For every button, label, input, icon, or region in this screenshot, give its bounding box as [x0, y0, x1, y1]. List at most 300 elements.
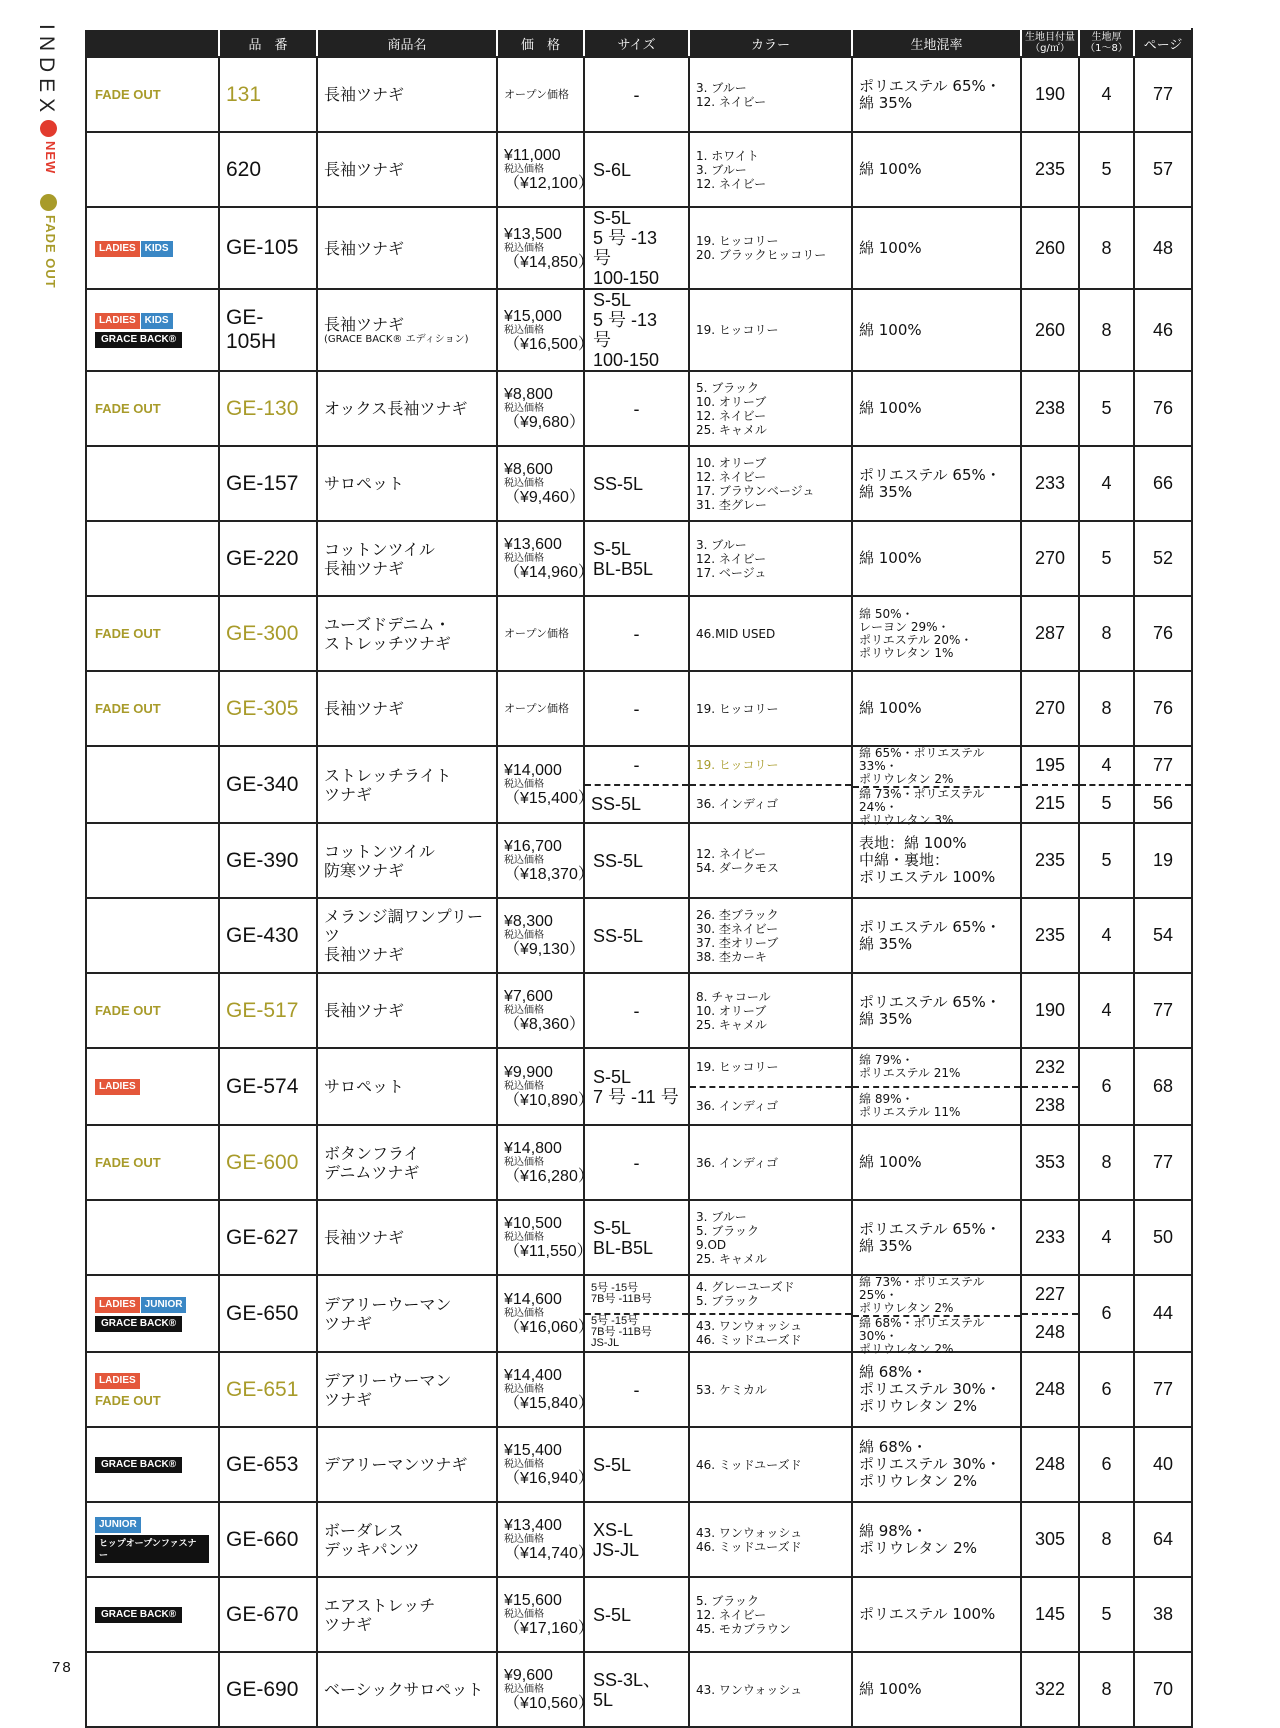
- header-mark: [86, 29, 219, 57]
- colors-b: 36. インディゴ: [696, 1098, 778, 1113]
- tax-price: （¥15,400）: [504, 790, 594, 807]
- tax-label: 税込価格: [504, 553, 544, 564]
- product-code: GE-574: [219, 1048, 317, 1125]
- size-cell: S-5L: [584, 1427, 689, 1502]
- weight-cell: 235: [1021, 898, 1079, 973]
- product-code: GE-157: [219, 446, 317, 521]
- thickness-cell: 5: [1079, 823, 1134, 898]
- weight-cell: 233: [1021, 446, 1079, 521]
- header-name: 商品名: [317, 29, 497, 57]
- table-row: [86, 1048, 1192, 1125]
- page-cell: 57: [1134, 132, 1192, 207]
- product-code: GE-650: [219, 1275, 317, 1352]
- material-cell: 綿 98%・ ポリウレタン 2%: [852, 1502, 1021, 1577]
- tax-label: 税込価格: [504, 242, 544, 254]
- price-cell: [497, 671, 584, 746]
- tax-price: （¥12,100）: [504, 175, 594, 192]
- size-b: 5号 -15号 7B号 -11B号 JS-JL: [591, 1315, 652, 1350]
- index-title: INDEX: [35, 24, 58, 119]
- price: ¥8,600: [504, 461, 553, 478]
- table-row: [86, 521, 1192, 596]
- material-cell: ポリエステル 65%・ 綿 35%: [852, 973, 1021, 1048]
- size-cell: XS-L JS-JL: [584, 1502, 689, 1577]
- weight-b: 248: [1034, 1322, 1066, 1343]
- legend-fade-label: FADE OUT: [43, 215, 58, 289]
- size-cell: S-5L: [584, 1577, 689, 1652]
- header-thickness: 生地厚（1〜8）: [1079, 29, 1134, 57]
- tag-row: [95, 1371, 210, 1390]
- weight-cell: 287: [1021, 596, 1079, 671]
- color-cell: 43. ワンウォッシュ: [689, 1652, 852, 1727]
- open-price: オープン価格: [504, 703, 570, 715]
- tag-row: [95, 330, 210, 349]
- price: ¥16,700: [504, 838, 562, 855]
- split-cell: [853, 746, 1020, 827]
- page-cell: 76: [1134, 596, 1192, 671]
- tag-grace: GRACE BACK®: [95, 1457, 182, 1473]
- size-a: 5号 -15号 7B号 -11B号: [585, 1276, 688, 1315]
- tax-label: 税込価格: [504, 1232, 544, 1243]
- material-cell: [852, 1275, 1021, 1356]
- product-code: GE-517: [219, 973, 317, 1048]
- tag-ladies: LADIES: [95, 1297, 140, 1313]
- tag-row: [95, 1314, 210, 1333]
- split-cell: [690, 1276, 851, 1351]
- price: ¥9,900: [504, 1064, 553, 1081]
- color-cell: 8. チャコール 10. オリーブ 25. キャメル: [689, 973, 852, 1048]
- material-cell: ポリエステル 65%・ 綿 35%: [852, 57, 1021, 132]
- product-code: GE-305: [219, 671, 317, 746]
- thickness-cell: 4: [1079, 973, 1134, 1048]
- price: ¥14,800: [504, 1140, 562, 1157]
- table-row: [86, 1275, 1192, 1352]
- size-cell: [584, 1275, 689, 1352]
- thickness-cell: 8: [1079, 1502, 1134, 1577]
- material-cell: 綿 100%: [852, 1652, 1021, 1727]
- tax-label: 税込価格: [504, 478, 544, 489]
- thickness-cell: 6: [1079, 1427, 1134, 1502]
- thickness-cell: 8: [1079, 207, 1134, 289]
- price: ¥10,500: [504, 1215, 562, 1232]
- price: ¥15,000: [504, 307, 562, 325]
- price-cell: [497, 823, 594, 898]
- page-cell: 44: [1134, 1275, 1192, 1352]
- weight-cell: 190: [1021, 57, 1079, 132]
- fade-dot-icon: [40, 194, 57, 211]
- price: ¥8,800: [504, 386, 553, 403]
- open-price: オープン価格: [504, 89, 570, 101]
- colors-a: 19. ヒッコリー: [690, 1049, 851, 1088]
- fade-out-label: FADE OUT: [95, 1002, 161, 1018]
- split-cell: [853, 1275, 1020, 1356]
- split-cell: [853, 1049, 1020, 1124]
- price-cell: [497, 132, 594, 207]
- tax-label: 税込価格: [504, 930, 544, 941]
- thickness-cell: 8: [1079, 1652, 1134, 1727]
- tax-label: 税込価格: [504, 779, 544, 790]
- page-cell: 19: [1134, 823, 1192, 898]
- mark-cell: [86, 371, 219, 446]
- fade-out-label: FADE OUT: [95, 86, 161, 102]
- product-code: GE-600: [219, 1125, 317, 1200]
- product-name: ベーシックサロペット: [317, 1652, 497, 1727]
- colors-a: 19. ヒッコリー: [690, 747, 851, 786]
- material-cell: ポリエステル 100%: [852, 1577, 1021, 1652]
- material-b: 綿 68%・ポリエステル 30%・ ポリウレタン 2%: [859, 1316, 985, 1356]
- tax-price: （¥10,890）: [504, 1092, 594, 1109]
- weight-cell: 260: [1021, 207, 1079, 289]
- size-cell: -: [584, 671, 689, 746]
- size-cell: -: [584, 57, 689, 132]
- tax-price: （¥18,370）: [504, 866, 594, 883]
- size-cell: SS-5L: [584, 823, 689, 898]
- tax-price: （¥14,850）: [504, 253, 594, 271]
- tax-price: （¥10,560）: [504, 1695, 594, 1712]
- material-cell: 綿 100%: [852, 132, 1021, 207]
- table-row: [86, 57, 1192, 132]
- thickness-b: 5: [1101, 793, 1112, 814]
- weight-cell: 233: [1021, 1200, 1079, 1275]
- page-cell: 54: [1134, 898, 1192, 973]
- color-cell: 26. 杢ブラック 30. 杢ネイビー 37. 杢オリーブ 38. 杢カーキ: [689, 898, 852, 973]
- tag-junior: JUNIOR: [95, 1517, 141, 1533]
- tax-price: （¥16,500）: [504, 335, 594, 353]
- tax-label: 税込価格: [504, 1684, 544, 1695]
- color-cell: 5. ブラック 12. ネイビー 45. モカブラウン: [689, 1577, 852, 1652]
- tag-row: [95, 311, 210, 330]
- size-cell: SS-5L: [584, 446, 689, 521]
- material-cell: ポリエステル 65%・ 綿 35%: [852, 1200, 1021, 1275]
- fade-out-label: FADE OUT: [95, 400, 161, 416]
- table-row: [86, 671, 1192, 746]
- product-name: オックス長袖ツナギ: [317, 371, 497, 446]
- tax-label: 税込価格: [504, 1005, 544, 1016]
- price: ¥14,400: [504, 1367, 562, 1384]
- price: ¥14,600: [504, 1291, 562, 1308]
- page-b: 56: [1152, 793, 1174, 814]
- table-row: [86, 1577, 1192, 1652]
- split-cell: [585, 1276, 688, 1351]
- color-cell: [689, 1048, 852, 1125]
- page-cell: [1134, 746, 1192, 823]
- mark-cell: [86, 289, 219, 371]
- weight-cell: 322: [1021, 1652, 1079, 1727]
- header-weight: 生地目付量（g/㎡）: [1021, 29, 1079, 57]
- thickness-cell: 4: [1079, 57, 1134, 132]
- mark-cell: [86, 57, 219, 132]
- mark-cell: [86, 671, 219, 746]
- table-row: [86, 898, 1192, 973]
- tax-label: 税込価格: [504, 1308, 544, 1319]
- tag-kids: KIDS: [141, 241, 173, 257]
- price: ¥15,600: [504, 1592, 562, 1609]
- product-name: メランジ調ワンプリーツ 長袖ツナギ: [317, 898, 497, 973]
- tag-grace: GRACE BACK®: [95, 332, 182, 348]
- material-b: 綿 89%・ ポリエステル 11%: [859, 1091, 961, 1119]
- split-cell: [1080, 747, 1133, 822]
- mark-cell: [86, 446, 219, 521]
- page-cell: 52: [1134, 521, 1192, 596]
- open-price: オープン価格: [504, 628, 570, 640]
- mark-cell: [86, 973, 219, 1048]
- material-cell: ポリエステル 65%・ 綿 35%: [852, 446, 1021, 521]
- price-cell: [497, 1652, 594, 1727]
- product-code: GE-651: [219, 1352, 317, 1427]
- tax-label: 税込価格: [504, 1609, 544, 1620]
- tag-row: [95, 1295, 210, 1314]
- tax-label: 税込価格: [504, 1459, 544, 1470]
- table-row: [86, 446, 1192, 521]
- product-code: GE-690: [219, 1652, 317, 1727]
- material-a: 綿 79%・ ポリエステル 21%: [853, 1049, 1020, 1088]
- mark-cell: [86, 1352, 219, 1427]
- size-cell: SS-3L、5L: [584, 1652, 689, 1727]
- tag-row: [95, 1077, 210, 1096]
- product-name: 長袖ツナギ: [317, 132, 497, 207]
- page-cell: 48: [1134, 207, 1192, 289]
- thickness-cell: 6: [1079, 1048, 1134, 1125]
- price-cell: [497, 1502, 594, 1577]
- split-cell: [690, 747, 851, 822]
- thickness-cell: 4: [1079, 446, 1134, 521]
- product-name: コットンツイル 防寒ツナギ: [317, 823, 497, 898]
- product-name: 長袖ツナギ: [317, 1200, 497, 1275]
- thickness-cell: 8: [1079, 596, 1134, 671]
- tag-junior: JUNIOR: [141, 1297, 187, 1313]
- header-code: 品 番: [219, 29, 317, 57]
- weight-cell: 248: [1021, 1427, 1079, 1502]
- mark-cell: [86, 596, 219, 671]
- table-row: [86, 1200, 1192, 1275]
- mark-cell: [86, 823, 219, 898]
- material-cell: 綿 100%: [852, 371, 1021, 446]
- price-cell: [497, 746, 594, 823]
- size-cell: -: [584, 596, 689, 671]
- thickness-cell: 8: [1079, 1125, 1134, 1200]
- page-cell: 38: [1134, 1577, 1192, 1652]
- material-a: 綿 65%・ポリエステル 33%・ ポリウレタン 2%: [853, 747, 1020, 788]
- thickness-cell: 5: [1079, 132, 1134, 207]
- colors-a: 4. グレーユーズド 5. ブラック: [690, 1276, 851, 1315]
- tax-price: （¥14,740）: [504, 1545, 594, 1562]
- color-cell: 12. ネイビー 54. ダークモス: [689, 823, 852, 898]
- page-cell: 64: [1134, 1502, 1192, 1577]
- mark-cell: [86, 1652, 219, 1727]
- color-cell: 3. ブルー 12. ネイビー 17. ベージュ: [689, 521, 852, 596]
- material-cell: [852, 746, 1021, 827]
- fade-out-label: FADE OUT: [95, 625, 161, 641]
- thickness-cell: 4: [1079, 898, 1134, 973]
- tag-ladies: LADIES: [95, 1079, 140, 1095]
- thickness-cell: 5: [1079, 1577, 1134, 1652]
- new-dot-icon: [40, 120, 57, 137]
- mark-cell: [86, 521, 219, 596]
- tax-price: （¥11,550）: [504, 1243, 593, 1260]
- price: ¥15,400: [504, 1442, 562, 1459]
- page-cell: 40: [1134, 1427, 1192, 1502]
- product-code: GE-627: [219, 1200, 317, 1275]
- product-code: GE-660: [219, 1502, 317, 1577]
- tag-row: [95, 1515, 210, 1534]
- tag-row: [95, 239, 210, 258]
- tax-price: （¥15,840）: [504, 1395, 594, 1412]
- product-name: サロペット: [317, 1048, 497, 1125]
- product-name: デアリーマンツナギ: [317, 1427, 497, 1502]
- thickness-cell: [1079, 746, 1134, 823]
- product-code: GE-390: [219, 823, 317, 898]
- size-cell: [584, 746, 689, 823]
- product-code: 131: [219, 57, 317, 132]
- price: ¥11,000: [504, 147, 561, 164]
- tax-price: （¥17,160）: [504, 1620, 594, 1637]
- size-cell: -: [584, 973, 689, 1048]
- tax-price: （¥16,060）: [504, 1319, 594, 1336]
- colors-b: 43. ワンウォッシュ 46. ミッドユーズド: [696, 1318, 803, 1347]
- material-cell: 綿 68%・ ポリエステル 30%・ ポリウレタン 2%: [852, 1352, 1021, 1427]
- color-cell: 3. ブルー 12. ネイビー: [689, 57, 852, 132]
- table-row: [86, 1652, 1192, 1727]
- size-b: SS-5L: [591, 793, 642, 814]
- size-cell: S-5L 5 号 -13 号 100-150: [584, 207, 689, 289]
- thickness-a: 4: [1080, 747, 1133, 786]
- price: ¥9,600: [504, 1667, 553, 1684]
- tax-label: 税込価格: [504, 1534, 544, 1545]
- material-cell: 綿 50%・ レーヨン 29%・ ポリエステル 20%・ ポリウレタン 1%: [852, 596, 1021, 671]
- material-b: 綿 73%・ポリエステル 24%・ ポリウレタン 3%: [859, 787, 985, 827]
- colors-b: 36. インディゴ: [696, 796, 778, 811]
- product-name: 長袖ツナギ: [317, 57, 497, 132]
- weight-cell: [1021, 1048, 1079, 1125]
- header-price: 価 格: [497, 29, 584, 57]
- weight-cell: [1021, 746, 1079, 823]
- product-name: 長袖ツナギ: [317, 973, 497, 1048]
- mark-cell: [86, 132, 219, 207]
- thickness-cell: 5: [1079, 521, 1134, 596]
- weight-cell: 305: [1021, 1502, 1079, 1577]
- color-cell: 46. ミッドユーズド: [689, 1427, 852, 1502]
- mark-cell: [86, 1200, 219, 1275]
- tag-grace: GRACE BACK®: [95, 1607, 182, 1623]
- color-cell: 36. インディゴ: [689, 1125, 852, 1200]
- split-cell: [1135, 747, 1191, 822]
- price-cell: [497, 57, 584, 132]
- weight-cell: 270: [1021, 521, 1079, 596]
- thickness-cell: 8: [1079, 671, 1134, 746]
- price-cell: [497, 207, 594, 289]
- tax-label: 税込価格: [504, 855, 544, 866]
- mark-cell: [86, 898, 219, 973]
- size-a: -: [585, 747, 688, 786]
- material-cell: 綿 100%: [852, 1125, 1021, 1200]
- split-cell: [585, 747, 688, 822]
- table-row: [86, 596, 1192, 671]
- thickness-cell: 5: [1079, 371, 1134, 446]
- split-cell: [1022, 1276, 1078, 1351]
- color-cell: 46.MID USED: [689, 596, 852, 671]
- price-cell: [497, 973, 584, 1048]
- color-cell: 1. ホワイト 3. ブルー 12. ネイビー: [689, 132, 852, 207]
- thickness-cell: 4: [1079, 1200, 1134, 1275]
- table-row: [86, 1427, 1192, 1502]
- product-code: GE-653: [219, 1427, 317, 1502]
- price-cell: [497, 1577, 594, 1652]
- tax-label: 税込価格: [504, 1384, 544, 1395]
- legend-new: [40, 120, 58, 174]
- material-cell: 表地：綿 100% 中綿・裏地： ポリエステル 100%: [852, 823, 1021, 898]
- tax-label: 税込価格: [504, 403, 544, 414]
- page-cell: 77: [1134, 1125, 1192, 1200]
- product-code: 620: [219, 132, 317, 207]
- product-name: コットンツイル 長袖ツナギ: [317, 521, 497, 596]
- price-cell: [497, 898, 584, 973]
- size-cell: SS-5L: [584, 898, 689, 973]
- fade-out-label: FADE OUT: [95, 700, 161, 716]
- color-cell: [689, 1275, 852, 1352]
- page-a: 77: [1135, 747, 1191, 786]
- tax-price: （¥9,130）: [504, 941, 585, 958]
- tax-label: 税込価格: [504, 1157, 544, 1168]
- header-page: ページ: [1134, 29, 1192, 57]
- product-code: GE-340: [219, 746, 317, 823]
- material-cell: 綿 100%: [852, 289, 1021, 371]
- mark-cell: [86, 1502, 219, 1577]
- price: ¥14,000: [504, 762, 562, 779]
- price: ¥8,300: [504, 913, 553, 930]
- table-header: [86, 29, 1192, 57]
- size-cell: S-5L 5 号 -13 号 100-150: [584, 289, 689, 371]
- product-name: ボタンフライ デニムツナギ: [317, 1125, 497, 1200]
- tag-row: [95, 1455, 210, 1474]
- header-color: カラー: [689, 29, 852, 57]
- tax-price: （¥9,460）: [504, 489, 585, 506]
- product-name: サロペット: [317, 446, 497, 521]
- price-cell: [497, 1200, 593, 1275]
- tag-ladies: LADIES: [95, 241, 140, 257]
- size-cell: S-5L BL-B5L: [584, 1200, 689, 1275]
- fade-out-label: FADE OUT: [95, 1154, 161, 1170]
- product-name: 長袖ツナギ: [317, 207, 497, 289]
- material-cell: 綿 100%: [852, 207, 1021, 289]
- mark-cell: [86, 1427, 219, 1502]
- page-cell: 77: [1134, 57, 1192, 132]
- page-cell: 77: [1134, 973, 1192, 1048]
- product-code: GE-430: [219, 898, 317, 973]
- size-cell: -: [584, 1125, 689, 1200]
- fade-out-label: FADE OUT: [95, 1393, 161, 1408]
- table-row: [86, 1125, 1192, 1200]
- price-cell: [497, 1048, 594, 1125]
- tag-ladies: LADIES: [95, 313, 140, 329]
- color-cell: 19. ヒッコリー 20. ブラックヒッコリー: [689, 207, 852, 289]
- product-name: ユーズドデニム・ ストレッチツナギ: [317, 596, 497, 671]
- material-cell: 綿 100%: [852, 671, 1021, 746]
- material-cell: 綿 100%: [852, 521, 1021, 596]
- table-row: [86, 132, 1192, 207]
- price-cell: [497, 289, 594, 371]
- price-cell: [497, 446, 584, 521]
- color-cell: 3. ブルー 5. ブラック 9.OD 25. キャメル: [689, 1200, 852, 1275]
- product-name: エアストレッチ ツナギ: [317, 1577, 497, 1652]
- table-row: [86, 1502, 1192, 1577]
- page-cell: 70: [1134, 1652, 1192, 1727]
- legend-new-label: NEW: [43, 141, 58, 175]
- mark-cell: [86, 1275, 219, 1352]
- weight-cell: 145: [1021, 1577, 1079, 1652]
- color-cell: 19. ヒッコリー: [689, 671, 852, 746]
- header-size: サイズ: [584, 29, 689, 57]
- index-table: [85, 28, 1193, 1728]
- thickness-cell: 8: [1079, 289, 1134, 371]
